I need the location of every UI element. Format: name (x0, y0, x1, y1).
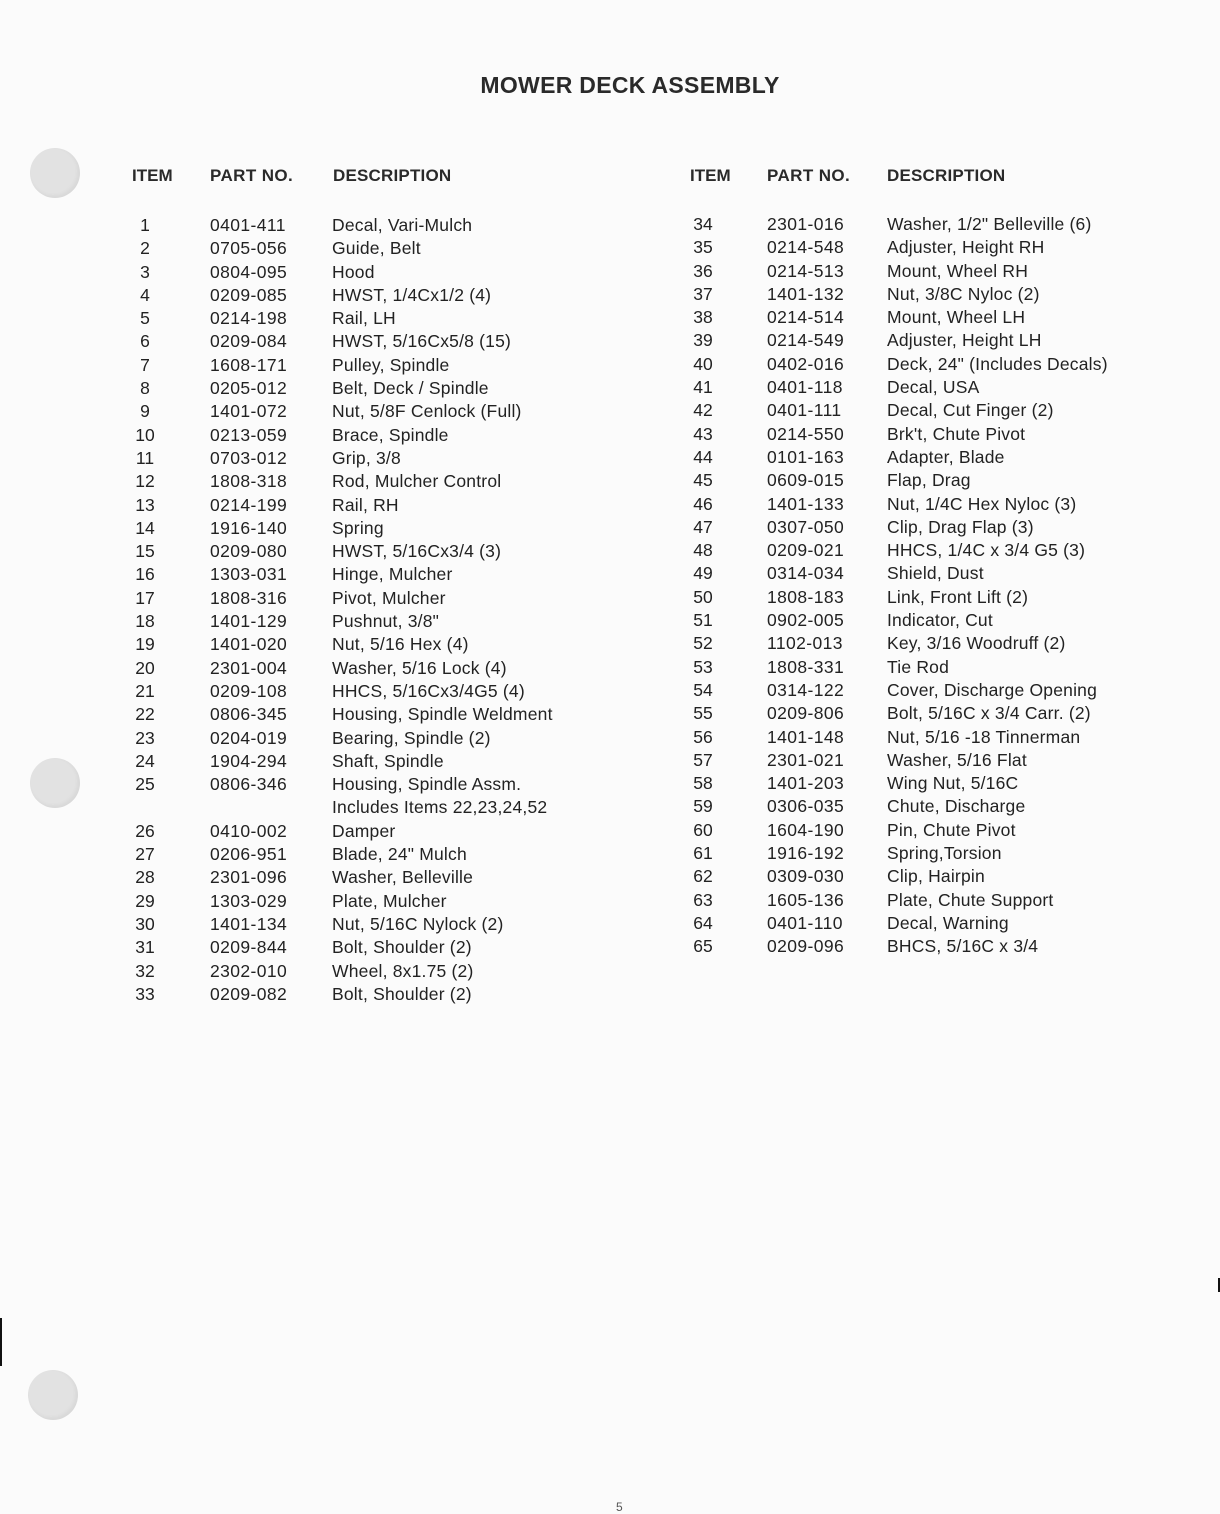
part-description: HWST, 5/16Cx3/4 (3) (332, 541, 502, 562)
part-number: 1401-072 (210, 401, 288, 422)
part-number: 0206-951 (210, 844, 288, 865)
part-number: 0401-411 (210, 215, 286, 235)
part-description: Pivot, Mulcher (332, 587, 446, 608)
part-number: 0410-002 (210, 820, 288, 841)
part-number: 1808-183 (767, 586, 845, 607)
item-number: 54 (693, 679, 713, 700)
item-number: 23 (135, 727, 155, 748)
part-number: 1916-140 (210, 517, 288, 538)
part-number: 0209-080 (210, 541, 288, 562)
part-description: HWST, 1/4Cx1/2 (4) (332, 284, 492, 305)
part-number: 0214-550 (767, 423, 845, 444)
item-number: 26 (135, 820, 155, 841)
header-description: DESCRIPTION (333, 166, 452, 185)
part-description: Wing Nut, 5/16C (887, 773, 1019, 794)
item-number: 55 (693, 703, 713, 724)
item-number: 33 (135, 983, 155, 1004)
item-number: 18 (135, 611, 155, 632)
part-description: BHCS, 5/16C x 3/4 (887, 936, 1039, 957)
item-number: 30 (135, 913, 155, 934)
part-number: 0314-122 (767, 679, 845, 700)
part-description: Bolt, 5/16C x 3/4 Carr. (2) (887, 703, 1091, 724)
item-number: 1 (140, 215, 150, 235)
item-number: 22 (135, 704, 155, 725)
part-number: 0309-030 (767, 866, 845, 887)
part-description: Brace, Spindle (332, 424, 449, 445)
part-description: Guide, Belt (332, 238, 421, 259)
item-number: 13 (135, 494, 155, 515)
item-number: 8 (140, 378, 150, 399)
part-description: Washer, 5/16 Lock (4) (332, 657, 507, 678)
part-number: 2301-096 (210, 867, 288, 888)
part-description: Flap, Drag (887, 470, 971, 491)
part-number: 1808-318 (210, 471, 288, 492)
part-description: Pin, Chute Pivot (887, 819, 1016, 840)
part-description: HWST, 5/16Cx5/8 (15) (332, 331, 512, 352)
item-number: 64 (693, 912, 713, 933)
part-description: Spring (332, 517, 384, 538)
part-number: 0806-345 (210, 704, 288, 725)
item-number: 24 (135, 750, 155, 771)
header-item: ITEM (690, 166, 731, 185)
item-number: 38 (693, 307, 713, 328)
scan-edge-mark-left (0, 1318, 2, 1366)
item-number: 21 (135, 680, 155, 701)
part-number: 0214-199 (210, 494, 288, 515)
part-description: Shaft, Spindle (332, 750, 444, 771)
part-description: Damper (332, 820, 396, 841)
part-description: Key, 3/16 Woodruff (2) (887, 633, 1066, 654)
part-number: 1303-029 (210, 890, 288, 911)
part-number: 0307-050 (767, 516, 845, 537)
part-description: Nut, 1/4C Hex Nyloc (3) (887, 493, 1077, 514)
item-number: 2 (140, 238, 150, 259)
part-number: 0205-012 (210, 378, 288, 399)
item-number: 52 (693, 633, 713, 654)
item-number: 45 (693, 470, 713, 491)
part-number: 0214-549 (767, 330, 845, 351)
part-description: Link, Front Lift (2) (887, 586, 1029, 607)
part-description: Housing, Spindle Assm. (332, 774, 522, 795)
part-description: HHCS, 5/16Cx3/4G5 (4) (332, 680, 525, 701)
part-description: Tie Rod (887, 656, 950, 677)
part-description: Washer, 1/2" Belleville (6) (887, 214, 1092, 234)
part-description: Clip, Drag Flap (3) (887, 516, 1034, 537)
item-number: 27 (135, 844, 155, 865)
part-number: 2301-016 (767, 214, 845, 234)
part-number: 1916-192 (767, 843, 845, 864)
part-number: 1102-013 (767, 633, 843, 654)
item-number: 15 (135, 541, 155, 562)
part-number: 0401-110 (767, 912, 843, 933)
part-description: Rail, RH (332, 494, 399, 515)
item-number: 10 (135, 424, 155, 445)
part-description: Mount, Wheel RH (887, 260, 1029, 281)
part-description: Chute, Discharge (887, 796, 1026, 817)
binder-hole-bottom (28, 1370, 78, 1420)
item-number: 62 (693, 866, 713, 887)
part-number: 1604-190 (767, 819, 845, 840)
part-description: Nut, 3/8C Nyloc (2) (887, 283, 1040, 304)
item-number: 12 (135, 471, 155, 492)
item-number: 65 (693, 936, 713, 957)
part-description: Rail, LH (332, 308, 396, 329)
part-description: Bolt, Shoulder (2) (332, 983, 472, 1004)
item-number: 50 (693, 586, 713, 607)
part-description: Adjuster, Height RH (887, 237, 1045, 258)
item-number: 44 (693, 446, 713, 467)
item-number: 56 (693, 726, 713, 747)
part-number: 1808-331 (767, 656, 845, 677)
part-number: 0806-346 (210, 774, 288, 795)
part-number: 0609-015 (767, 470, 845, 491)
part-number: 0101-163 (767, 446, 845, 467)
part-description: Pulley, Spindle (332, 354, 450, 375)
part-number: 1605-136 (767, 889, 845, 910)
item-number: 57 (693, 749, 713, 770)
item-number: 53 (693, 656, 713, 677)
item-number: 48 (693, 540, 713, 561)
part-description: Blade, 24" Mulch (332, 844, 467, 865)
part-description: Decal, Cut Finger (2) (887, 400, 1054, 421)
part-number: 0209-844 (210, 937, 288, 958)
item-number: 41 (693, 377, 713, 398)
part-description: Indicator, Cut (887, 610, 993, 631)
part-number: 0209-108 (210, 680, 288, 701)
binder-hole-top (30, 148, 80, 198)
part-description: Pushnut, 3/8" (332, 611, 440, 632)
part-description: Plate, Mulcher (332, 890, 447, 911)
header-description: DESCRIPTION (887, 166, 1006, 185)
item-number: 47 (693, 516, 713, 537)
part-description: Decal, Vari-Mulch (332, 215, 473, 235)
item-number: 9 (140, 401, 150, 422)
item-number: 5 (140, 308, 150, 329)
part-number: 1608-171 (210, 354, 288, 375)
part-number: 0214-198 (210, 308, 288, 329)
item-number: 60 (693, 819, 713, 840)
part-number: 1808-316 (210, 587, 288, 608)
item-number: 51 (693, 610, 713, 631)
part-number: 1303-031 (210, 564, 288, 585)
part-description: Washer, Belleville (332, 867, 474, 888)
part-description: Hinge, Mulcher (332, 564, 453, 585)
part-description: Mount, Wheel LH (887, 307, 1026, 328)
item-number: 40 (693, 353, 713, 374)
part-number: 0213-059 (210, 424, 288, 445)
part-number: 0214-514 (767, 307, 845, 328)
part-description: Decal, Warning (887, 912, 1009, 933)
part-number: 0214-513 (767, 260, 845, 281)
item-number: 19 (135, 634, 155, 655)
part-number: 0902-005 (767, 610, 845, 631)
part-number: 2302-010 (210, 960, 288, 981)
part-number: 0306-035 (767, 796, 845, 817)
item-number: 36 (693, 260, 713, 281)
part-description: Bearing, Spindle (2) (332, 727, 491, 748)
part-number: 0402-016 (767, 353, 845, 374)
part-description: Brk't, Chute Pivot (887, 423, 1026, 444)
part-description: Spring,Torsion (887, 843, 1002, 864)
part-description: Housing, Spindle Weldment (332, 704, 553, 725)
item-number: 28 (135, 867, 155, 888)
part-description: Decal, USA (887, 377, 980, 398)
part-description: Plate, Chute Support (887, 889, 1054, 910)
part-number: 0204-019 (210, 727, 288, 748)
item-number: 43 (693, 423, 713, 444)
part-description: Rod, Mulcher Control (332, 471, 502, 492)
part-description: HHCS, 1/4C x 3/4 G5 (3) (887, 540, 1086, 561)
part-description: Adjuster, Height LH (887, 330, 1042, 351)
part-description: Hood (332, 261, 375, 282)
item-number: 7 (140, 354, 150, 375)
part-number: 0705-056 (210, 238, 288, 259)
part-number: 2301-021 (767, 749, 845, 770)
part-number: 1401-134 (210, 913, 288, 934)
item-number: 34 (693, 214, 713, 234)
part-number: 1401-020 (210, 634, 288, 655)
item-number: 39 (693, 330, 713, 351)
binder-hole-middle (30, 758, 80, 808)
item-number: 32 (135, 960, 155, 981)
item-number: 35 (693, 237, 713, 258)
part-number: 1401-203 (767, 773, 845, 794)
part-description: Includes Items 22,23,24,52 (332, 797, 548, 818)
part-number: 1401-133 (767, 493, 845, 514)
part-number: 0804-095 (210, 261, 288, 282)
item-number: 16 (135, 564, 155, 585)
part-number: 0703-012 (210, 447, 288, 468)
part-description: Wheel, 8x1.75 (2) (332, 960, 474, 981)
item-number: 20 (135, 657, 155, 678)
item-number: 25 (135, 774, 155, 795)
item-number: 31 (135, 937, 155, 958)
item-number: 14 (135, 517, 155, 538)
header-part-no: PART NO. (210, 166, 294, 185)
item-number: 42 (693, 400, 713, 421)
part-description: Cover, Discharge Opening (887, 679, 1098, 700)
part-description: Shield, Dust (887, 563, 984, 584)
part-number: 0214-548 (767, 237, 845, 258)
header-item: ITEM (132, 166, 173, 185)
part-number: 1904-294 (210, 750, 288, 771)
part-number: 0209-021 (767, 540, 845, 561)
part-description: Deck, 24" (Includes Decals) (887, 353, 1108, 374)
part-number: 0314-034 (767, 563, 845, 584)
part-description: Nut, 5/16 Hex (4) (332, 634, 469, 655)
item-number: 63 (693, 889, 713, 910)
part-description: Bolt, Shoulder (2) (332, 937, 472, 958)
item-number: 3 (140, 261, 150, 282)
part-description: Grip, 3/8 (332, 447, 401, 468)
item-number: 46 (693, 493, 713, 514)
item-number: 29 (135, 890, 155, 911)
part-number: 0209-096 (767, 936, 845, 957)
item-number: 61 (693, 843, 713, 864)
item-number: 6 (140, 331, 150, 352)
part-description: Nut, 5/16C Nylock (2) (332, 913, 504, 934)
part-number: 0209-084 (210, 331, 288, 352)
part-number: 1401-148 (767, 726, 845, 747)
part-number: 0401-111 (767, 400, 842, 421)
item-number: 58 (693, 773, 713, 794)
header-part-no: PART NO. (767, 166, 851, 185)
part-description: Washer, 5/16 Flat (887, 749, 1027, 770)
item-number: 37 (693, 283, 713, 304)
page-title: MOWER DECK ASSEMBLY (480, 72, 780, 98)
page-number: 5 (616, 1500, 623, 1514)
item-number: 17 (135, 587, 155, 608)
item-number: 11 (135, 447, 155, 468)
item-number: 49 (693, 563, 713, 584)
part-description: Nut, 5/16 -18 Tinnerman (887, 726, 1081, 747)
part-number: 1401-132 (767, 283, 845, 304)
part-number: 0209-082 (210, 983, 288, 1004)
part-number: 0209-085 (210, 284, 288, 305)
part-description: Clip, Hairpin (887, 866, 985, 887)
item-number: 4 (140, 284, 150, 305)
part-description: Adapter, Blade (887, 446, 1005, 467)
item-number: 59 (693, 796, 713, 817)
part-number: 0209-806 (767, 703, 845, 724)
part-description: Nut, 5/8F Cenlock (Full) (332, 401, 522, 422)
part-number: 0401-118 (767, 377, 843, 398)
part-number: 2301-004 (210, 657, 288, 678)
part-number: 1401-129 (210, 611, 288, 632)
part-description: Belt, Deck / Spindle (332, 378, 489, 399)
